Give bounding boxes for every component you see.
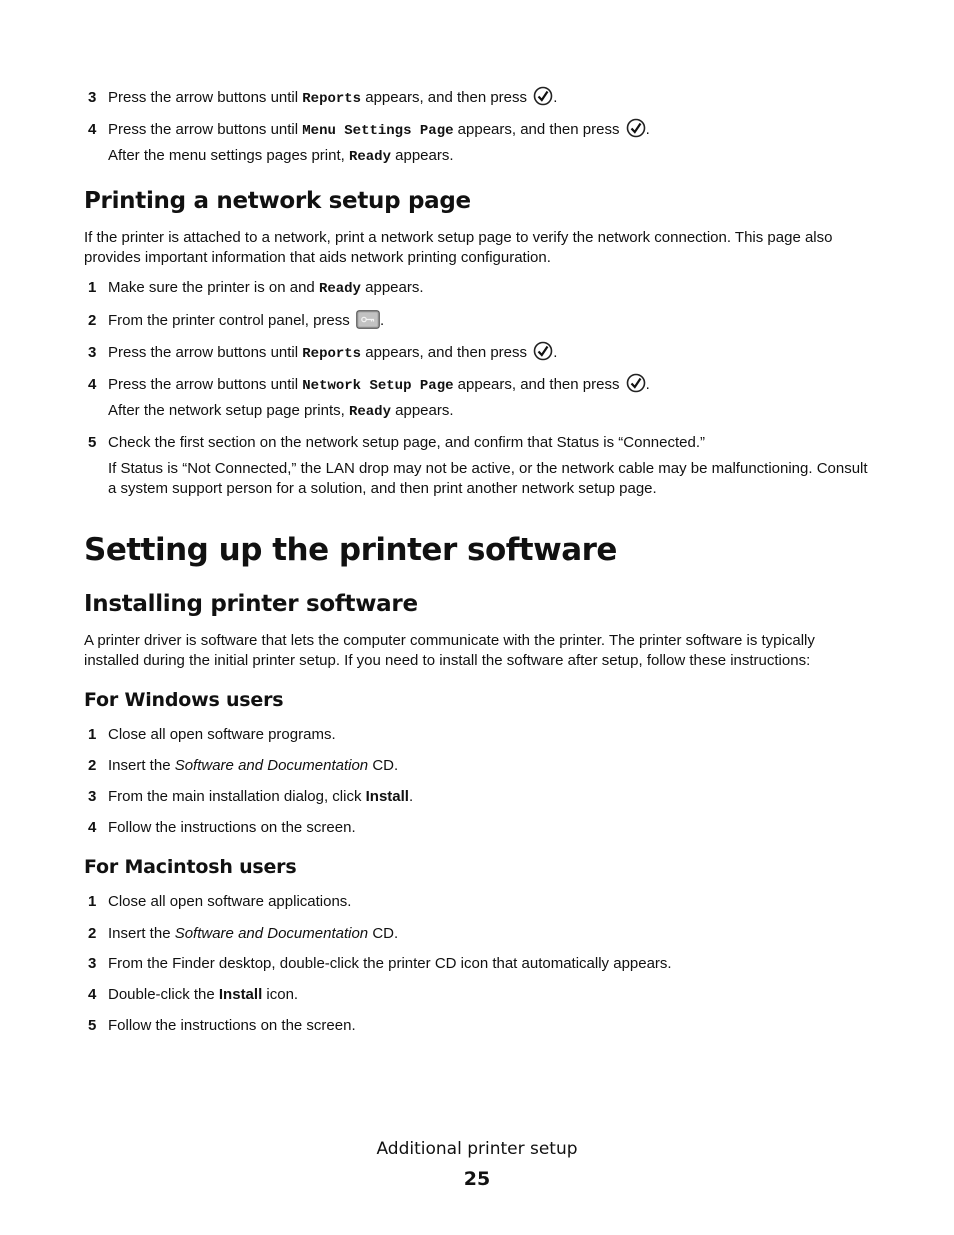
network-step-2: 2 From the printer control panel, press . (88, 310, 878, 335)
subsection-heading-windows: For Windows users (84, 689, 284, 711)
network-intro: If the printer is attached to a network, print a network setup page to verify the network connection. This page also provides important information that aids network printing configuration. (84, 229, 833, 266)
step-text: Press the arrow buttons until (108, 89, 303, 106)
section-heading-network: Printing a network setup page (84, 188, 471, 214)
mac-step-2: 2 Insert the Software and Documentation CD. (88, 925, 399, 942)
check-button-icon (626, 118, 646, 144)
windows-step-3: 3 From the main installation dialog, click Install. (88, 788, 414, 805)
windows-step-2: 2 Insert the Software and Documentation CD. (88, 757, 399, 774)
menu-code: Ready (318, 281, 361, 297)
step-number: 4 (88, 121, 97, 138)
menu-code: Reports (302, 91, 362, 107)
network-step-1: 1 Make sure the printer is on and Ready appears. (88, 279, 424, 297)
network-step-4: 4 Press the arrow buttons until Network Setup Page appears, and then press . (88, 373, 878, 399)
check-button-icon (533, 86, 553, 112)
step-number: 3 (88, 89, 97, 106)
windows-step-4: 4 Follow the instructions on the screen. (88, 819, 356, 836)
menu-code: Menu Settings Page (302, 123, 454, 139)
menu-code: Network Setup Page (302, 378, 454, 394)
page-number: 25 (463, 1168, 491, 1190)
network-step-5-note: If Status is “Not Connected,” the LAN drop may not be active, or the network cable may be malfunctioning. Consult a system support person for a solution, and then print another network setup page. (108, 460, 868, 497)
mac-step-4: 4 Double-click the Install icon. (88, 986, 299, 1003)
mac-step-1: 1 Close all open software applications. (88, 893, 352, 910)
top-step-3: 3 Press the arrow buttons until Reports appears, and then press . (88, 86, 878, 112)
network-step-4-result: After the network setup page prints, Ready appears. (108, 402, 454, 420)
network-step-5: 5 Check the first section on the network setup page, and confirm that Status is “Connected.” (88, 434, 705, 451)
subsection-heading-mac: For Macintosh users (84, 856, 297, 878)
footer-title: Additional printer setup (376, 1139, 578, 1159)
menu-code: Ready (348, 404, 391, 420)
step-text-post: appears, and then press (361, 89, 532, 106)
mac-step-5: 5 Follow the instructions on the screen. (88, 1017, 356, 1034)
menu-code: Ready (348, 149, 391, 165)
chapter-heading: Setting up the printer software (84, 532, 617, 568)
step-text-post: appears, and then press (453, 121, 624, 138)
section-heading-installing: Installing printer software (84, 591, 418, 617)
menu-key-icon (356, 310, 380, 335)
check-button-icon (533, 341, 553, 367)
windows-step-1: 1 Close all open software programs. (88, 726, 336, 743)
installing-intro: A printer driver is software that lets the computer communicate with the printer. The printer software is typically installed during the initial printer setup. If you need to install the software after setup, follow these instructions: (84, 632, 815, 669)
mac-step-3: 3 From the Finder desktop, double-click the printer CD icon that automatically appears. (88, 955, 672, 972)
top-step-4-result: After the menu settings pages print, Ready appears. (108, 147, 454, 165)
top-step-4: 4 Press the arrow buttons until Menu Settings Page appears, and then press . (88, 118, 878, 144)
check-button-icon (626, 373, 646, 399)
menu-code: Reports (302, 346, 362, 362)
network-step-3: 3 Press the arrow buttons until Reports appears, and then press . (88, 341, 878, 367)
step-text: Press the arrow buttons until (108, 121, 303, 138)
